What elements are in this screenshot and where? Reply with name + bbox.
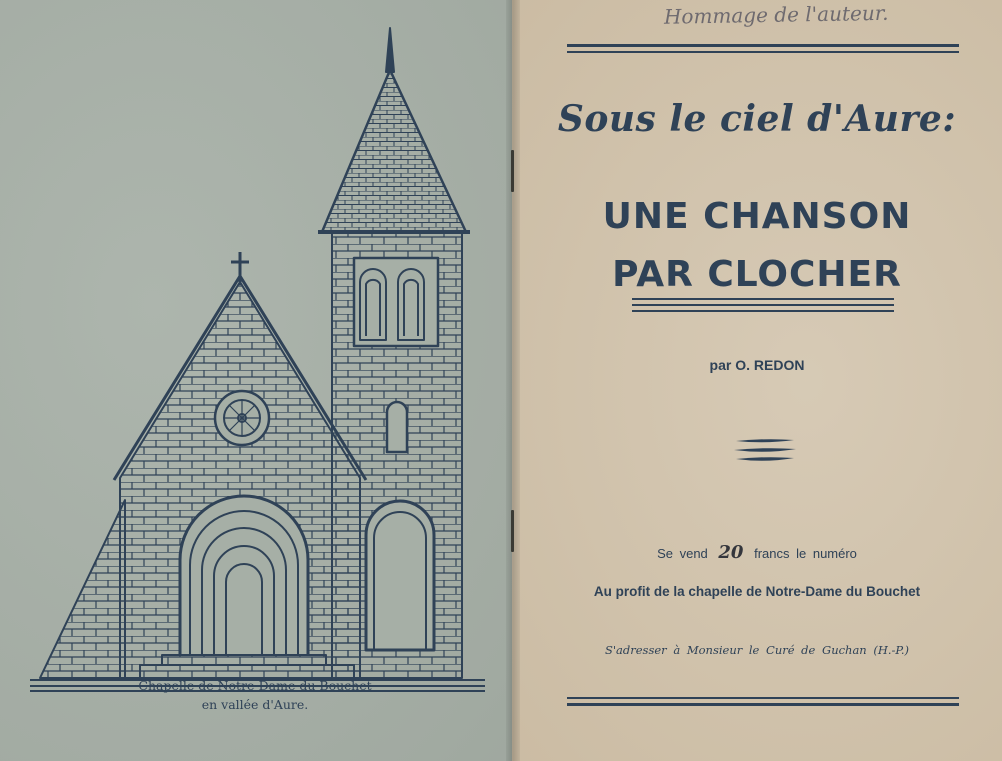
title-underline: [632, 298, 894, 312]
caption-line-2: en vallée d'Aure.: [201, 697, 309, 712]
staple-top: [511, 150, 514, 192]
handwritten-inscription: Hommage de l'auteur.: [663, 0, 889, 29]
title-line-1: UNE CHANSON: [602, 196, 912, 237]
title-line-2: PAR CLOCHER: [612, 254, 902, 295]
chapel-drawing: [30, 20, 490, 700]
top-rule: [567, 44, 959, 53]
benefit-line: Au profit de la chapelle de Notre-Dame du Bouchet: [593, 584, 921, 599]
price-prefix: Se vend: [657, 546, 708, 561]
price-amount: 20: [718, 542, 744, 563]
author-line: par O. REDON: [709, 357, 805, 373]
contact-line: S'adresser à Monsieur le Curé de Guchan (H.-P.): [605, 643, 909, 657]
caption-line-1: Chapelle de Notre-Dame du Bouchet: [138, 678, 372, 693]
bottom-rule: [567, 697, 959, 706]
script-title: Sous le ciel d'Aure:: [557, 98, 957, 140]
price-suffix: francs le numéro: [754, 546, 857, 561]
ornament-dash-icon: [732, 436, 798, 466]
price-line: [512, 542, 1002, 563]
